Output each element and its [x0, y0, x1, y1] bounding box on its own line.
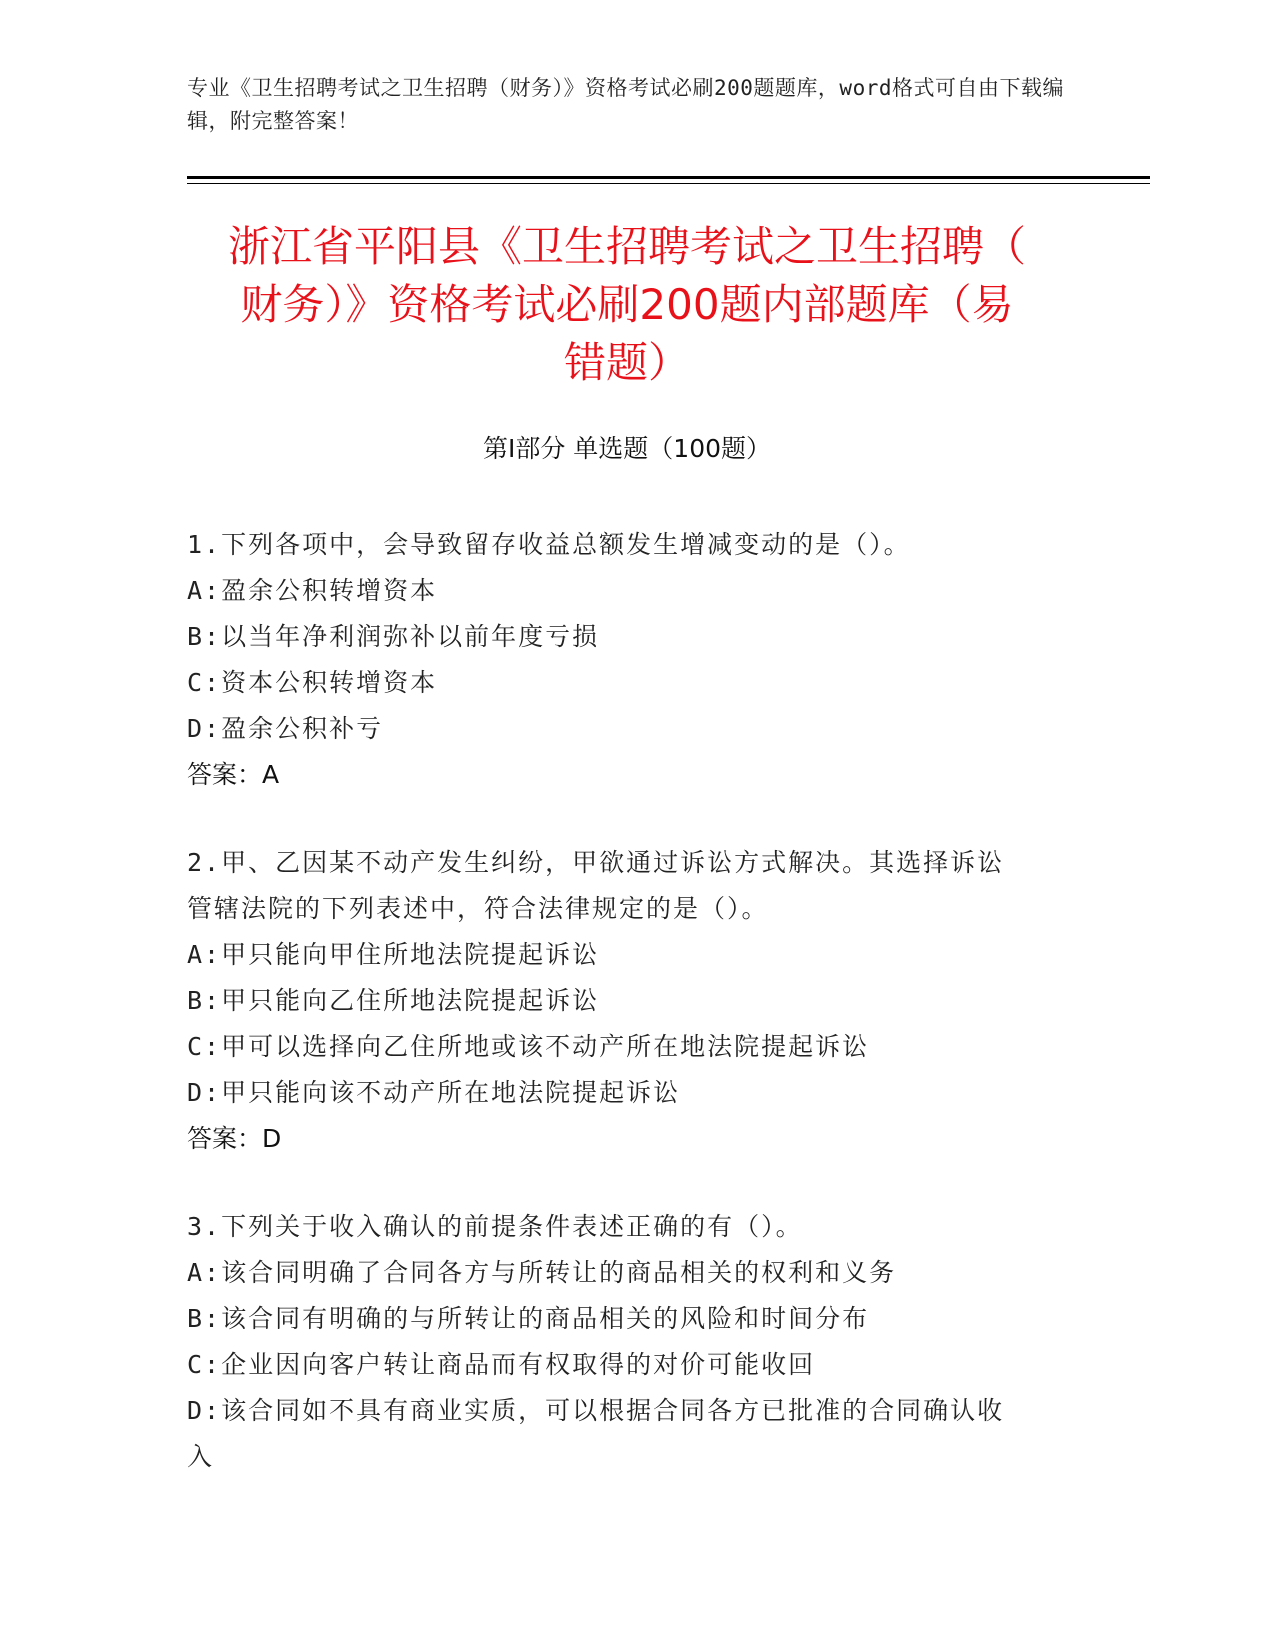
- option-d-line-2: 入: [187, 1442, 215, 1471]
- option-d: D:甲只能向该不动产所在地法院提起诉讼: [187, 1078, 681, 1107]
- option-d: D:盈余公积补亏: [187, 714, 384, 743]
- option-c: C:企业因向客户转让商品而有权取得的对价可能收回: [187, 1350, 816, 1379]
- question-stem-line-2: 管辖法院的下列表述中，符合法律规定的是（）。: [187, 894, 769, 923]
- question-3: [187, 1204, 1087, 1480]
- header-note: 专业《卫生招聘考试之卫生招聘（财务）》资格考试必刷200题题库，word格式可自由下载编辑，附完整答案！: [187, 76, 1064, 133]
- option-d-line-1: D:该合同如不具有商业实质，可以根据合同各方已批准的合同确认收: [187, 1396, 1005, 1425]
- option-a: A:该合同明确了合同各方与所转让的商品相关的权利和义务: [187, 1258, 897, 1287]
- section-title: 第I部分 单选题（100题）: [482, 434, 772, 463]
- answer: 答案：D: [187, 1124, 282, 1153]
- document-title-line-3: 错题）: [563, 338, 690, 387]
- header-divider-thick: [187, 176, 1150, 179]
- option-a: A:甲只能向甲住所地法院提起诉讼: [187, 940, 600, 969]
- option-c: C:资本公积转增资本: [187, 668, 438, 697]
- question-stem-line-1: 2.甲、乙因某不动产发生纠纷，甲欲通过诉讼方式解决。其选择诉讼: [187, 848, 1005, 877]
- question-stem: 3.下列关于收入确认的前提条件表述正确的有（）。: [187, 1212, 803, 1241]
- document-title-line-2: 财务）》资格考试必刷200题内部题库（易: [240, 280, 1014, 329]
- question-spacer: [187, 798, 1087, 840]
- question-list: [187, 522, 1087, 1480]
- option-c: C:甲可以选择向乙住所地或该不动产所在地法院提起诉讼: [187, 1032, 870, 1061]
- option-b: B:该合同有明确的与所转让的商品相关的风险和时间分布: [187, 1304, 870, 1333]
- header-divider-thin: [187, 183, 1150, 184]
- document-title-line-1: 浙江省平阳县《卫生招聘考试之卫生招聘（: [227, 222, 1026, 271]
- option-b: B:甲只能向乙住所地法院提起诉讼: [187, 986, 600, 1015]
- question-2: [187, 840, 1087, 1162]
- answer: 答案：A: [187, 760, 280, 789]
- document-title: [187, 218, 1067, 392]
- option-a: A:盈余公积转增资本: [187, 576, 438, 605]
- option-b: B:以当年净利润弥补以前年度亏损: [187, 622, 600, 651]
- question-1: [187, 522, 1087, 798]
- question-spacer: [187, 1162, 1087, 1204]
- question-stem: 1.下列各项中，会导致留存收益总额发生增减变动的是（）。: [187, 530, 911, 559]
